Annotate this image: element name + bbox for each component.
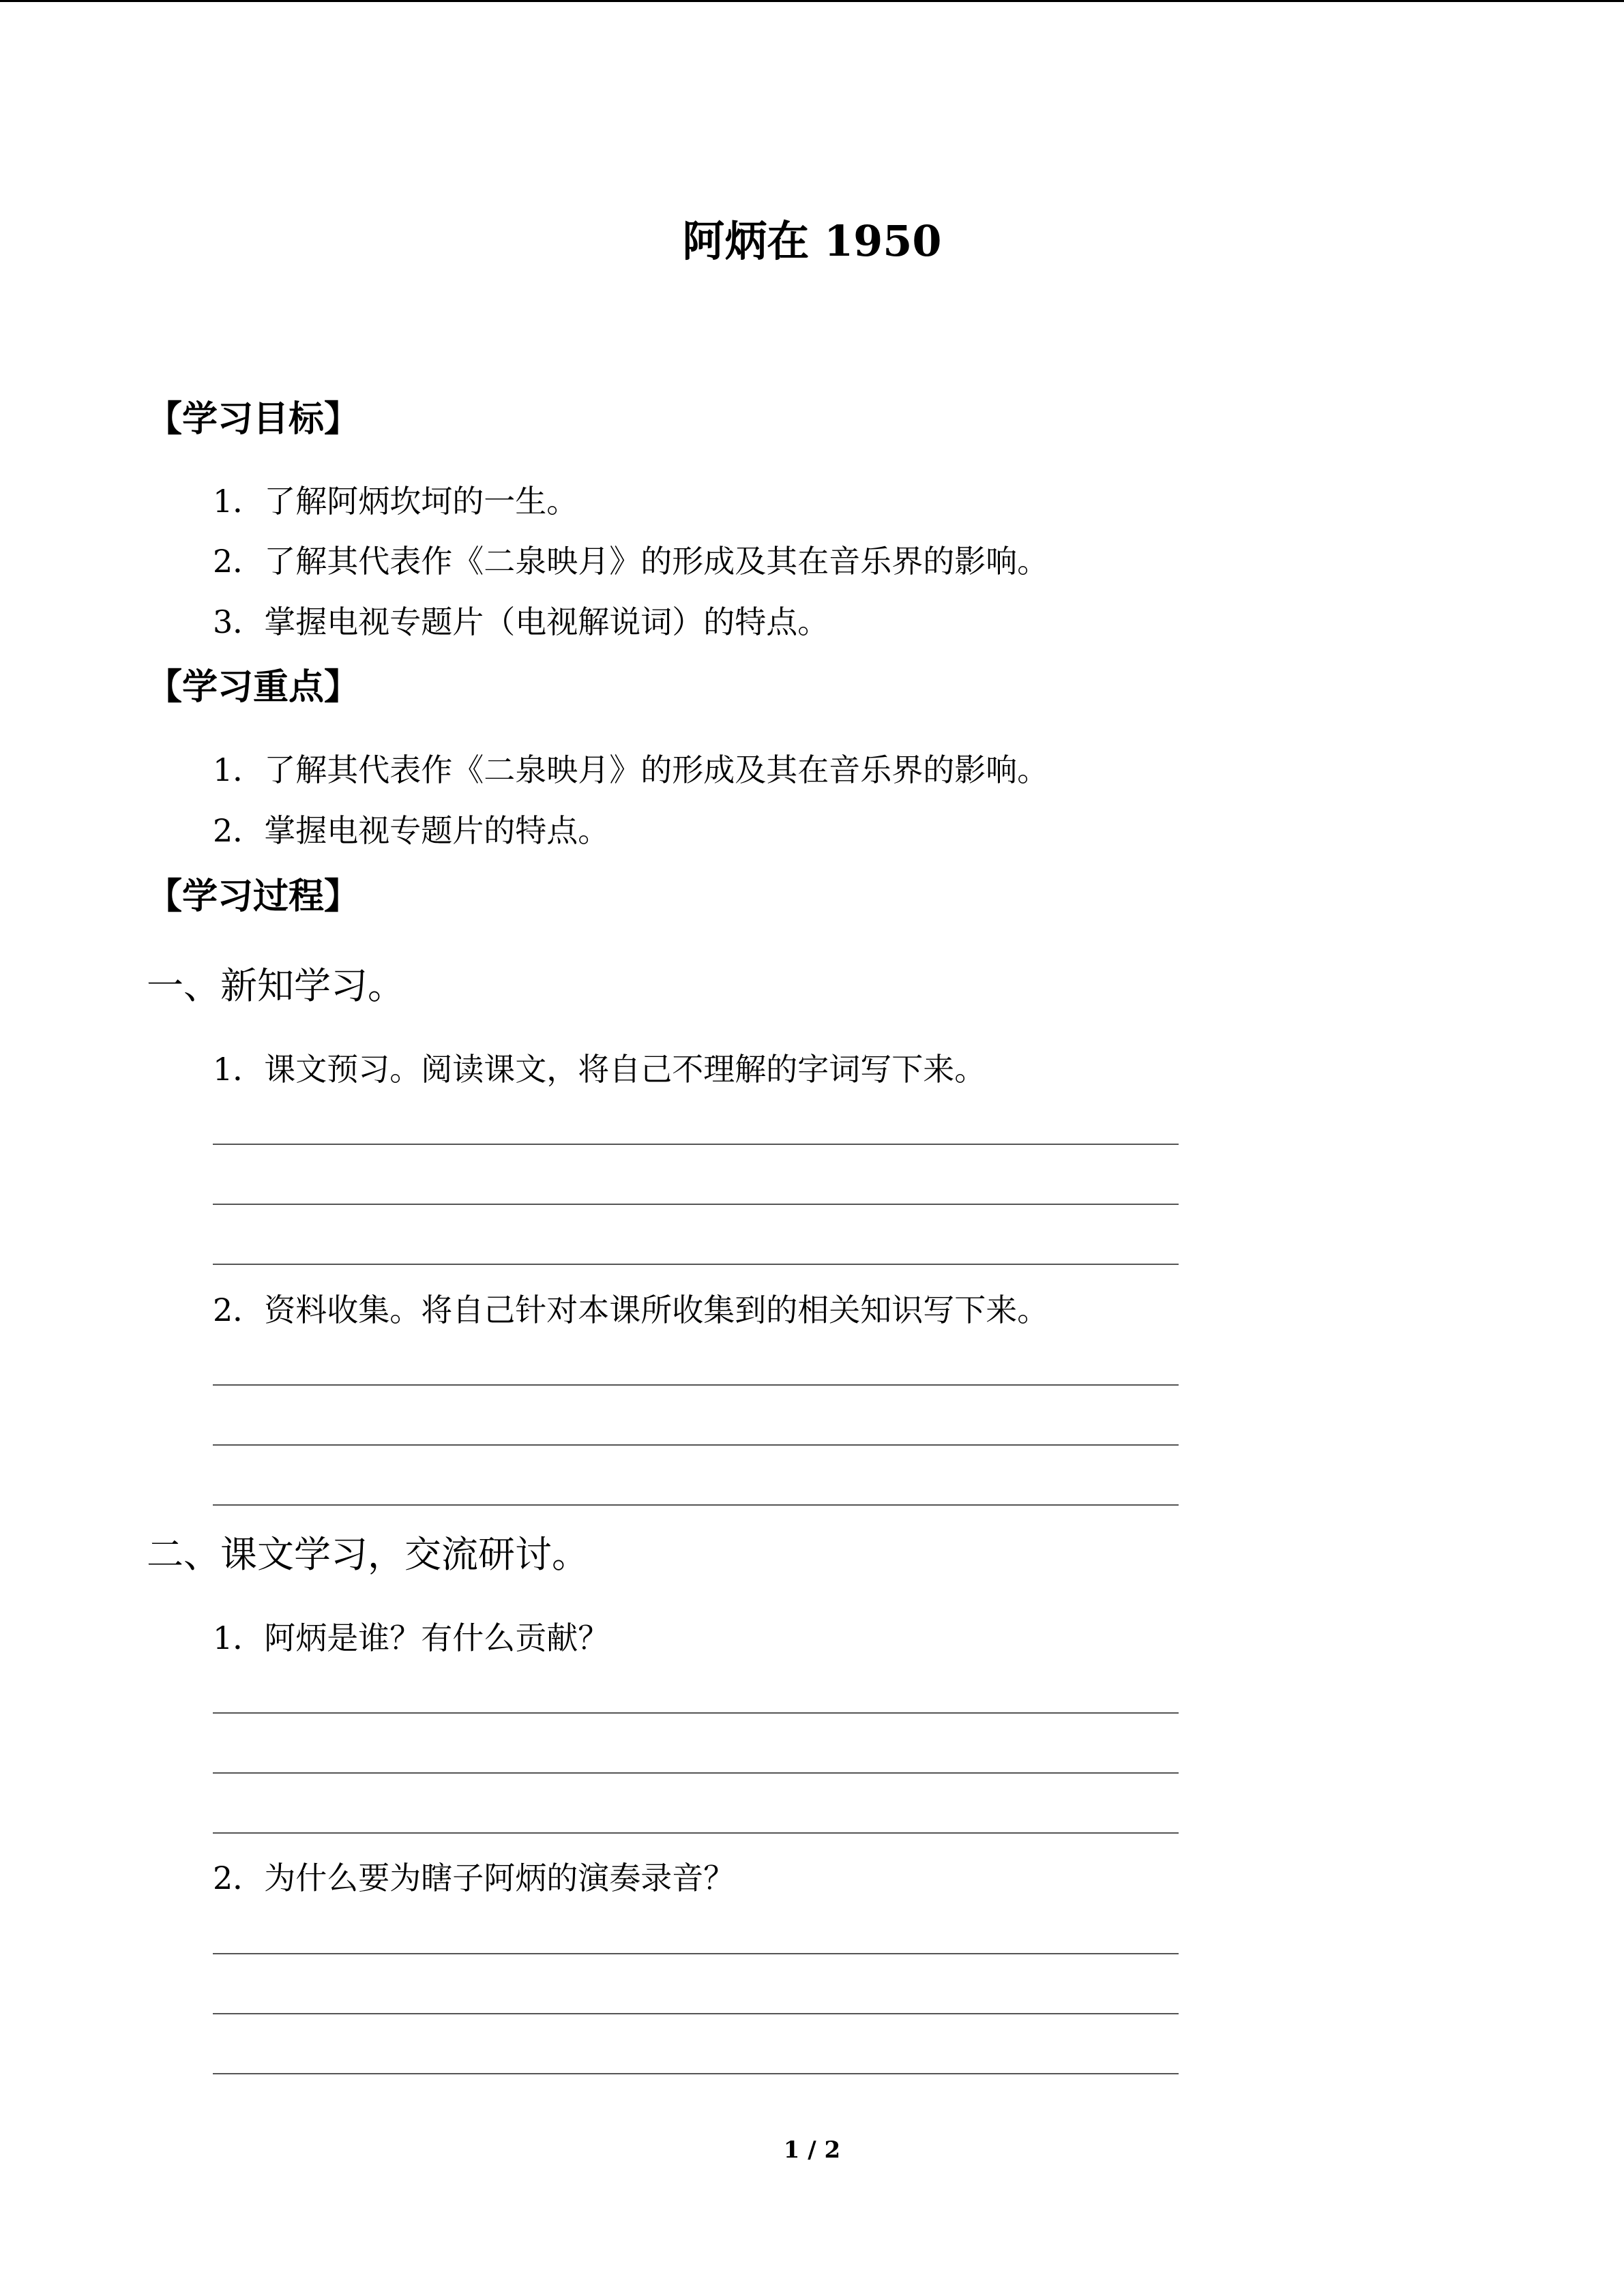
question: 2．为什么要为瞎子阿炳的演奏录音？	[213, 1860, 735, 1896]
answer-line	[213, 1204, 1179, 1205]
answer-line	[213, 1712, 1179, 1714]
question: 2．资料收集。将自己针对本课所收集到的相关知识写下来。	[213, 1292, 1049, 1328]
answer-line	[213, 1444, 1179, 1446]
question: 1．阿炳是谁？有什么贡献？	[213, 1620, 610, 1656]
process-heading: 【学习过程】	[147, 876, 360, 917]
answer-line	[213, 1832, 1179, 1834]
answer-line	[213, 1264, 1179, 1265]
objective-item: 2．了解其代表作《二泉映月》的形成及其在音乐界的影响。	[213, 543, 1049, 580]
answer-line	[213, 1384, 1179, 1386]
answer-line	[213, 1953, 1179, 1954]
objective-item: 1．了解阿炳坎坷的一生。	[213, 483, 578, 520]
page-number: 1 / 2	[783, 2136, 841, 2164]
key-points-heading: 【学习重点】	[147, 666, 360, 708]
objective-item: 3．掌握电视专题片（电视解说词）的特点。	[213, 603, 829, 640]
objectives-heading: 【学习目标】	[147, 398, 360, 440]
key-point-item: 1．了解其代表作《二泉映月》的形成及其在音乐界的影响。	[213, 751, 1049, 788]
answer-line	[213, 1772, 1179, 1774]
answer-line	[213, 1504, 1179, 1506]
section-title: 一、新知学习。	[147, 964, 404, 1007]
key-point-item: 2．掌握电视专题片的特点。	[213, 812, 610, 849]
answer-line	[213, 1144, 1179, 1145]
answer-line	[213, 2073, 1179, 2074]
answer-line	[213, 2013, 1179, 2014]
question: 1．课文预习。阅读课文，将自己不理解的字词写下来。	[213, 1051, 986, 1088]
page-title: 阿炳在 1950	[682, 216, 942, 266]
section-title: 二、课文学习，交流研讨。	[147, 1533, 589, 1576]
page-top-border	[0, 0, 1624, 2]
